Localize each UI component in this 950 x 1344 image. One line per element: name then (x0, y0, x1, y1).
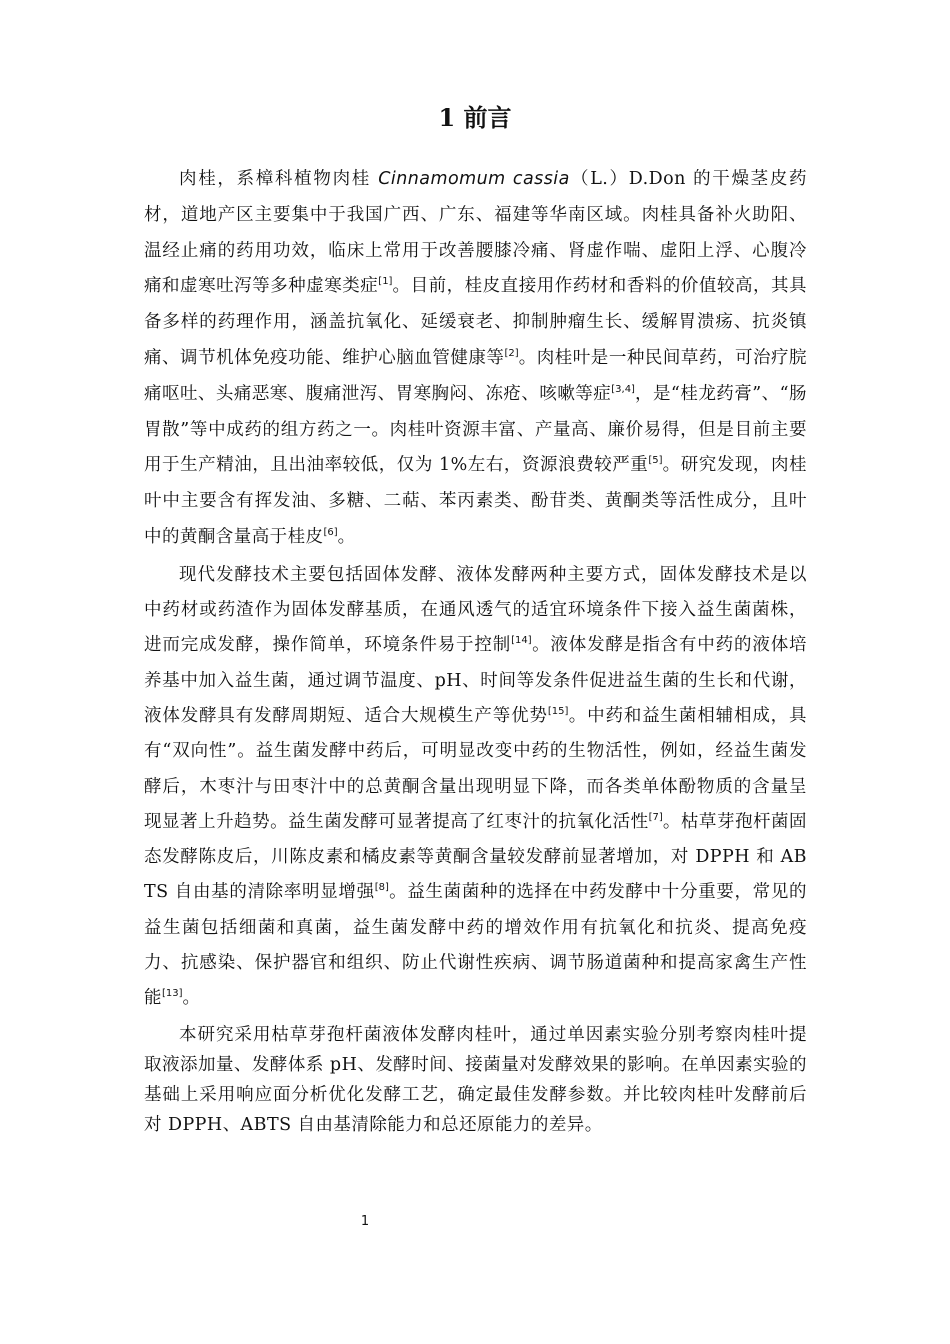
page-number: 1 (360, 1214, 370, 1229)
citation: [13] (161, 988, 183, 1000)
citation: [5] (648, 455, 663, 467)
text-run: 。 (182, 988, 201, 1009)
citation: [7] (648, 811, 663, 823)
text-run: ，是“桂龙药膏”、“肠胃散”等中成药的组方药之一。肉桂叶资源丰富、产量高、廉价易得，但是目前主要用于生产精油，且出油率较低，仅为 1%左右，资源浪费较严重 (144, 383, 807, 476)
text-run: 本研究采用枯草芽孢杆菌液体发酵肉桂叶，通过单因素实验分别考察肉桂叶提取液添加量、发酵体系 pH、发酵时间、接菌量对发酵效果的影响。在单因素实验的基础上采用响应面分析优化发酵工艺，确定最佳发酵参数。并比较肉桂叶发酵前后对 DPPH、ABTS 自由基清除能力和总还原能力的差异。 (144, 1024, 807, 1135)
text-run: 现代发酵技术主要包括固体发酵、液体发酵两种主要方式，固体发酵技术是以中药材或药渣作为固体发酵基质，在通风透气的适宜环境条件下接入益生菌菌株，进而完成发酵，操作简单，环境条件易于控制 (144, 564, 807, 656)
text-run: 。枯草芽孢杆菌固态发酵陈皮后，川陈皮素和橘皮素等黄酮含量较发酵前显著增加，对 DPPH 和 ABTS 自由基的清除率明显增强 (144, 811, 807, 903)
text-run: 。液体发酵是指含有中药的液体培养基中加入益生菌，通过调节温度、pH、时间等发条件促进益生菌的生长和代谢，液体发酵具有发酵周期短、适合大规模生产等优势 (144, 635, 807, 726)
text-run: 。中药和益生菌相辅相成，具有“双向性”。益生菌发酵中药后，可明显改变中药的生物活性，例如，经益生菌发酵后，木枣汁与田枣汁中的总黄酮含量出现明显下降，而各类单体酚物质的含量呈现显著上升趋势。益生菌发酵可显著提高了红枣汁的抗氧化活性 (144, 705, 807, 832)
text-run: 。研究发现，肉桂叶中主要含有挥发油、多糖、二萜、苯丙素类、酚苷类、黄酮类等活性成分，且叶中的黄酮含量高于桂皮 (144, 455, 808, 547)
citation: [2] (504, 347, 519, 359)
citation: [6] (323, 526, 338, 538)
paragraph-fermentation-technology (144, 558, 807, 1017)
text-run: 。肉桂叶是一种民间草药，可治疗脘痛呕吐、头痛恶寒、腹痛泄泻、胃寒胸闷、冻疮、咳嗽等症 (144, 347, 808, 404)
citation: [3,4] (611, 383, 635, 395)
citation: [14] (511, 635, 532, 647)
citation: [15] (547, 705, 569, 717)
text-run: （L.）D.Don 的干燥茎皮药材，道地产区主要集中于我国广西、广东、福建等华南区域。肉桂具备补火助阳、温经止痛的药用功效，临床上常用于改善腰膝冷痛、肾虚作喘、虚阳上浮、心腹冷痛和虚寒吐泻等多种虚寒类症 (144, 169, 807, 297)
text-run: 。益生菌菌种的选择在中药发酵中十分重要，常见的益生菌包括细菌和真菌，益生菌发酵中药的增效作用有抗氧化和抗炎、提高免疫力、抗感染、保护器官和组织、防止代谢性疾病、调节肠道菌种和提高家禽生产性能 (144, 882, 807, 1009)
section-heading: 1 前言 (438, 103, 512, 132)
text-run: 肉桂，系樟科植物肉桂 (179, 169, 379, 189)
text-run: 。目前，桂皮直接用作药材和香料的价值较高，其具备多样的药理作用，涵盖抗氧化、延缓衰老、抑制肿瘤生长、缓解胃溃疡、抗炎镇痛、调节机体免疫功能、维护心脑血管健康等 (144, 276, 807, 368)
citation: [8] (374, 882, 389, 894)
paragraph-study-aim (144, 1020, 807, 1140)
paragraph-introduction-cinnamon (144, 162, 807, 556)
text-run: 。 (337, 526, 356, 547)
body-text (144, 162, 807, 1140)
species-name: Cinnamomum cassia (378, 169, 570, 189)
citation: [1] (378, 276, 393, 288)
